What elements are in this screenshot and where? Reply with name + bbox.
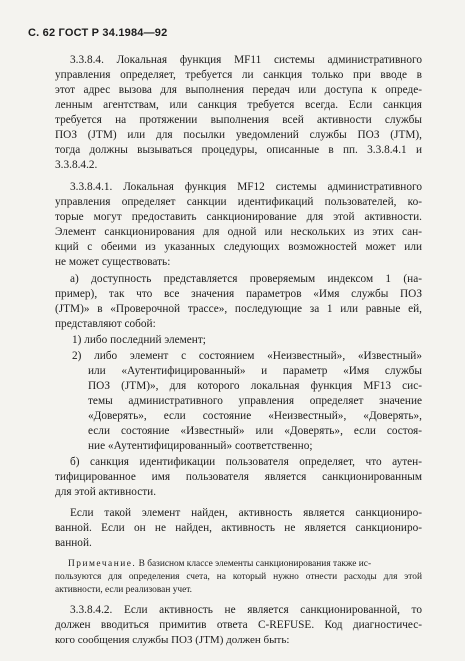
note-line [68,558,440,571]
text-line: пример), так что все значения параметров «Имя службы ПОЗ [55,288,422,300]
text-line: или «Аутентифицированный» и параметр «Имя службы [88,365,422,377]
text-line: (JTM)» в «Проверочной трассе», последующие за 1 или равные ей, [55,303,422,315]
text-line: ленным агентствам, или санкция требуется всегда. Если санкция [55,99,422,111]
list-item-a: а) доступность представляется проверяемым индексом 1 (на- [70,273,422,285]
text-line: 3.3.8.4. Локальная функция MF11 системы административного [70,54,422,66]
text-line: этот адрес вызова для выполнения передач или доступа к опреде- [55,84,422,96]
text-line: 3.3.8.4.1. Локальная функция MF12 системы административного [70,181,422,193]
text-line: 3.3.8.4.2. [55,159,98,171]
text-line: торые могут предоставить санкционирование для этой активности. [55,211,422,223]
text-line: тогда должны вызываться процедуры, описанные в пп. 3.3.8.4.1 и [55,144,422,156]
text-line: для этой активности. [55,486,157,498]
text-line: кого сообщения службы ПОЗ (JTM) должен быть: [55,634,290,646]
text-line: требуется на протяжении выполнения всей активности службы [55,114,422,126]
text-line: кций с обеими из указанных следующих возможностей может или [55,241,422,253]
list-item-a1: 1) либо последний элемент; [72,334,206,346]
list-item-a2: 2) либо элемент с состоянием «Неизвестный», «Известный» [72,350,422,362]
text-line: ние «Аутентифицированный» соответственно; [88,440,313,452]
text-line: ванной. Если он не найден, активность не является санкциониро- [55,522,422,534]
text-line: ПОЗ (JTM)», для которого локальная функция MF13 сис- [88,380,422,392]
text-line: управления определяет, требуется ли санкция только при вводе в [55,69,422,81]
text-line: управления определяет санкции идентификаций пользователей, ко- [55,196,422,208]
text-line: Если такой элемент найден, активность является санкциониро- [70,507,422,519]
note-line: активности, если реализован учет. [55,585,192,595]
page-header: С. 62 ГОСТ Р 34.1984—92 [28,27,168,39]
note-line: пользуются для определения счета, на который нужно отнести расходы для этой [55,572,422,582]
text-line: Элемент санкционирования для одной или нескольких из этих сан- [55,226,422,238]
list-item-b: б) санкция идентификации пользователя определяет, что аутен- [70,456,422,468]
note-label: Примечание. [68,559,137,569]
text-line: тифицированное имя пользователя является санкционированным [55,471,422,483]
text-line: ванной. [55,537,92,549]
text-line: представляют собой: [55,318,156,330]
text-line: «Доверять», если состояние «Неизвестный», «Доверять», [88,410,422,422]
note-text: В базисном классе элементы санкционирования также ис- [136,559,372,569]
text-line: темы административного управления определяет значение [88,395,422,407]
text-line: ПОЗ (JTM) или для посылки уведомлений службы ПОЗ (JTM), [55,129,422,141]
text-line: не может существовать: [55,256,171,268]
text-line: 3.3.8.4.2. Если активность не является санкционированной, то [70,604,422,616]
text-line: должен вводиться примитив ответа C-REFUSE. Код диагностичес- [55,619,422,631]
text-line: если состояние «Известный» или «Доверять», если состоя- [88,425,422,437]
